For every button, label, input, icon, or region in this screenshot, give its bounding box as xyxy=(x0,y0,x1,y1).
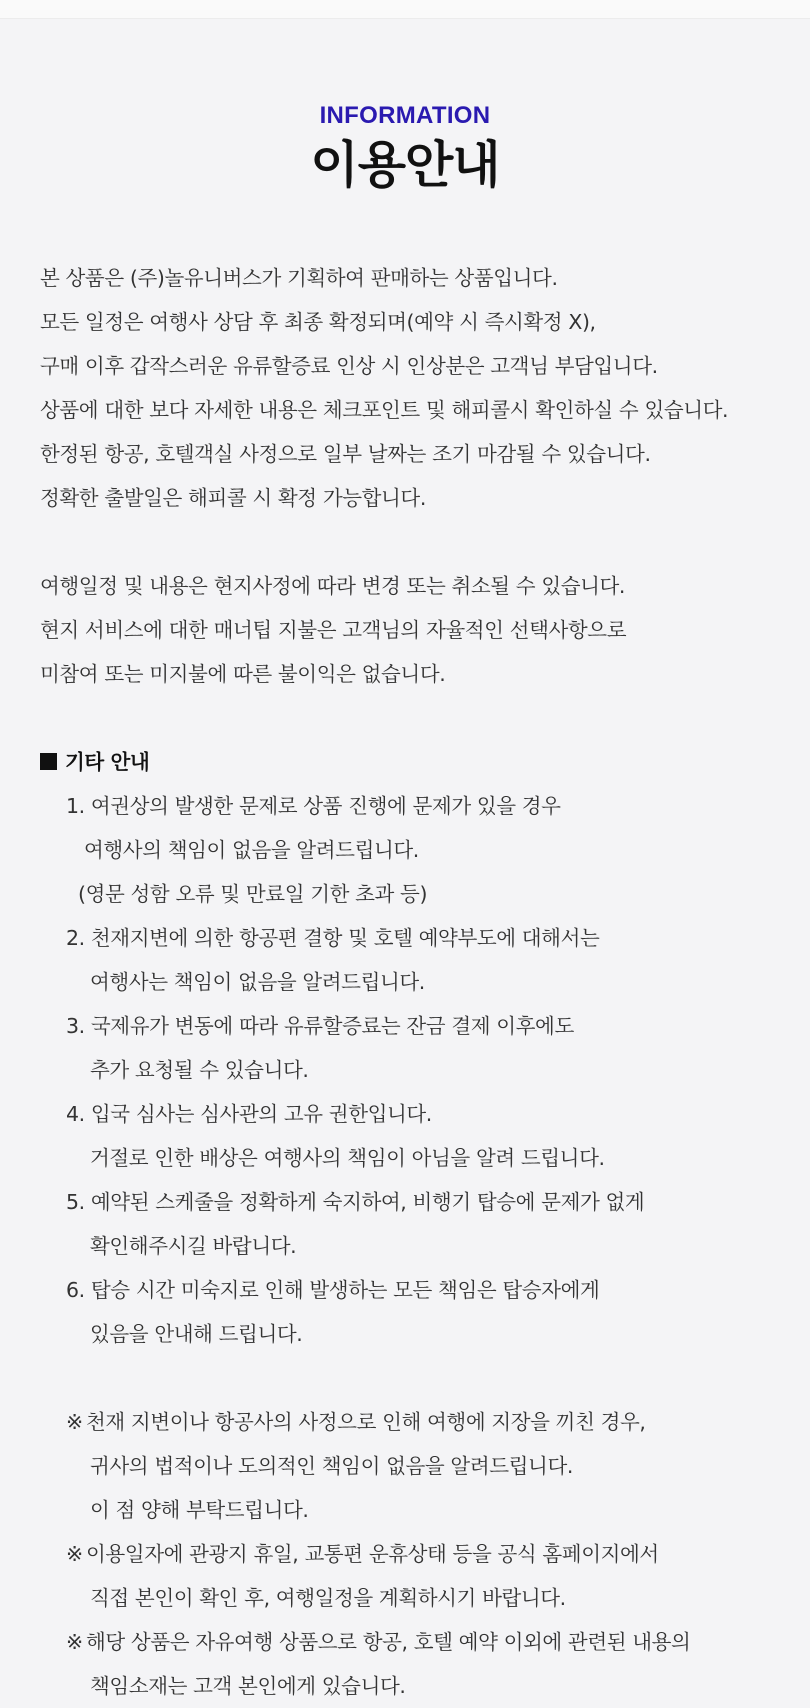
intro-line: 본 상품은 (주)놀유니버스가 기획하여 판매하는 상품입니다. xyxy=(40,266,558,290)
etc-item-3 xyxy=(40,1004,800,1048)
page-title: 이용안내 xyxy=(310,136,500,194)
item-text: 입국 심사는 심사관의 고유 권한입니다. xyxy=(90,1102,432,1126)
etc-item-3-cont: 추가 요청될 수 있습니다. xyxy=(90,1058,309,1082)
item-text: 천재지변에 의한 항공편 결항 및 호텔 예약부도에 대해서는 xyxy=(90,926,600,950)
schedule-line: 여행일정 및 내용은 현지사정에 따라 변경 또는 취소될 수 있습니다. xyxy=(40,574,626,598)
schedule-line: 미참여 또는 미지불에 따른 불이익은 없습니다. xyxy=(40,662,446,686)
intro-line: 상품에 대한 보다 자세한 내용은 체크포인트 및 해피콜시 확인하실 수 있습니다. xyxy=(40,398,729,422)
note-3-cont: 책임소재는 고객 본인에게 있습니다. xyxy=(90,1674,406,1698)
note-text: 해당 상품은 자유여행 상품으로 항공, 호텔 예약 이외에 관련된 내용의 xyxy=(86,1630,691,1654)
info-content xyxy=(40,256,800,1708)
etc-item-4 xyxy=(40,1092,800,1136)
note-2 xyxy=(40,1532,800,1576)
etc-item-5-cont: 확인해주시길 바랍니다. xyxy=(90,1234,297,1258)
note-2-cont: 직접 본인이 확인 후, 여행일정을 계획하시기 바랍니다. xyxy=(90,1586,566,1610)
etc-item-4-cont: 거절로 인한 배상은 여행사의 책임이 아님을 알려 드립니다. xyxy=(90,1146,605,1170)
etc-item-2 xyxy=(40,916,800,960)
note-text: 이용일자에 관광지 휴일, 교통편 운휴상태 등을 공식 홈페이지에서 xyxy=(86,1542,659,1566)
section-eyebrow: INFORMATION xyxy=(319,102,491,129)
square-bullet-icon xyxy=(40,753,57,770)
etc-item-6-cont: 있음을 안내해 드립니다. xyxy=(90,1322,303,1346)
etc-item-2-cont: 여행사는 책임이 없음을 알려드립니다. xyxy=(90,970,425,994)
item-text: 여권상의 발생한 문제로 상품 진행에 문제가 있을 경우 xyxy=(90,794,561,818)
top-bar xyxy=(0,0,810,19)
etc-item-5 xyxy=(40,1180,800,1224)
item-number: 3. xyxy=(66,1014,85,1038)
item-number: 2. xyxy=(66,926,85,950)
intro-line: 구매 이후 갑작스러운 유류할증료 인상 시 인상분은 고객님 부담입니다. xyxy=(40,354,658,378)
item-number: 6. xyxy=(66,1278,85,1302)
etc-item-6 xyxy=(40,1268,800,1312)
item-number: 1. xyxy=(66,794,85,818)
etc-heading-label: 기타 안내 xyxy=(65,750,150,774)
note-text: 천재 지변이나 항공사의 사정으로 인해 여행에 지장을 끼친 경우, xyxy=(86,1410,646,1434)
reference-mark-icon: ※ xyxy=(66,1410,83,1434)
intro-line: 모든 일정은 여행사 상담 후 최종 확정되며(예약 시 즉시확정 X), xyxy=(40,310,596,334)
note-1 xyxy=(40,1400,800,1444)
item-text: 예약된 스케줄을 정확하게 숙지하여, 비행기 탑승에 문제가 없게 xyxy=(90,1190,645,1214)
item-text: 국제유가 변동에 따라 유류할증료는 잔금 결제 이후에도 xyxy=(90,1014,574,1038)
etc-heading xyxy=(40,740,800,784)
reference-mark-icon: ※ xyxy=(66,1542,83,1566)
note-3 xyxy=(40,1620,800,1664)
etc-item-1-cont: 여행사의 책임이 없음을 알려드립니다. xyxy=(84,838,419,862)
item-number: 4. xyxy=(66,1102,85,1126)
intro-line: 정확한 출발일은 해피콜 시 확정 가능합니다. xyxy=(40,486,426,510)
reference-mark-icon: ※ xyxy=(66,1630,83,1654)
note-1-cont: 이 점 양해 부탁드립니다. xyxy=(90,1498,309,1522)
item-text: 탑승 시간 미숙지로 인해 발생하는 모든 책임은 탑승자에게 xyxy=(90,1278,600,1302)
etc-item-1 xyxy=(40,784,800,828)
schedule-line: 현지 서비스에 대한 매너팁 지불은 고객님의 자율적인 선택사항으로 xyxy=(40,618,627,642)
intro-line: 한정된 항공, 호텔객실 사정으로 일부 날짜는 조기 마감될 수 있습니다. xyxy=(40,442,651,466)
note-1-cont: 귀사의 법적이나 도의적인 책임이 없음을 알려드립니다. xyxy=(90,1454,573,1478)
page-header xyxy=(0,102,810,194)
item-number: 5. xyxy=(66,1190,85,1214)
etc-item-1-cont: (영문 성함 오류 및 만료일 기한 초과 등) xyxy=(78,882,428,906)
